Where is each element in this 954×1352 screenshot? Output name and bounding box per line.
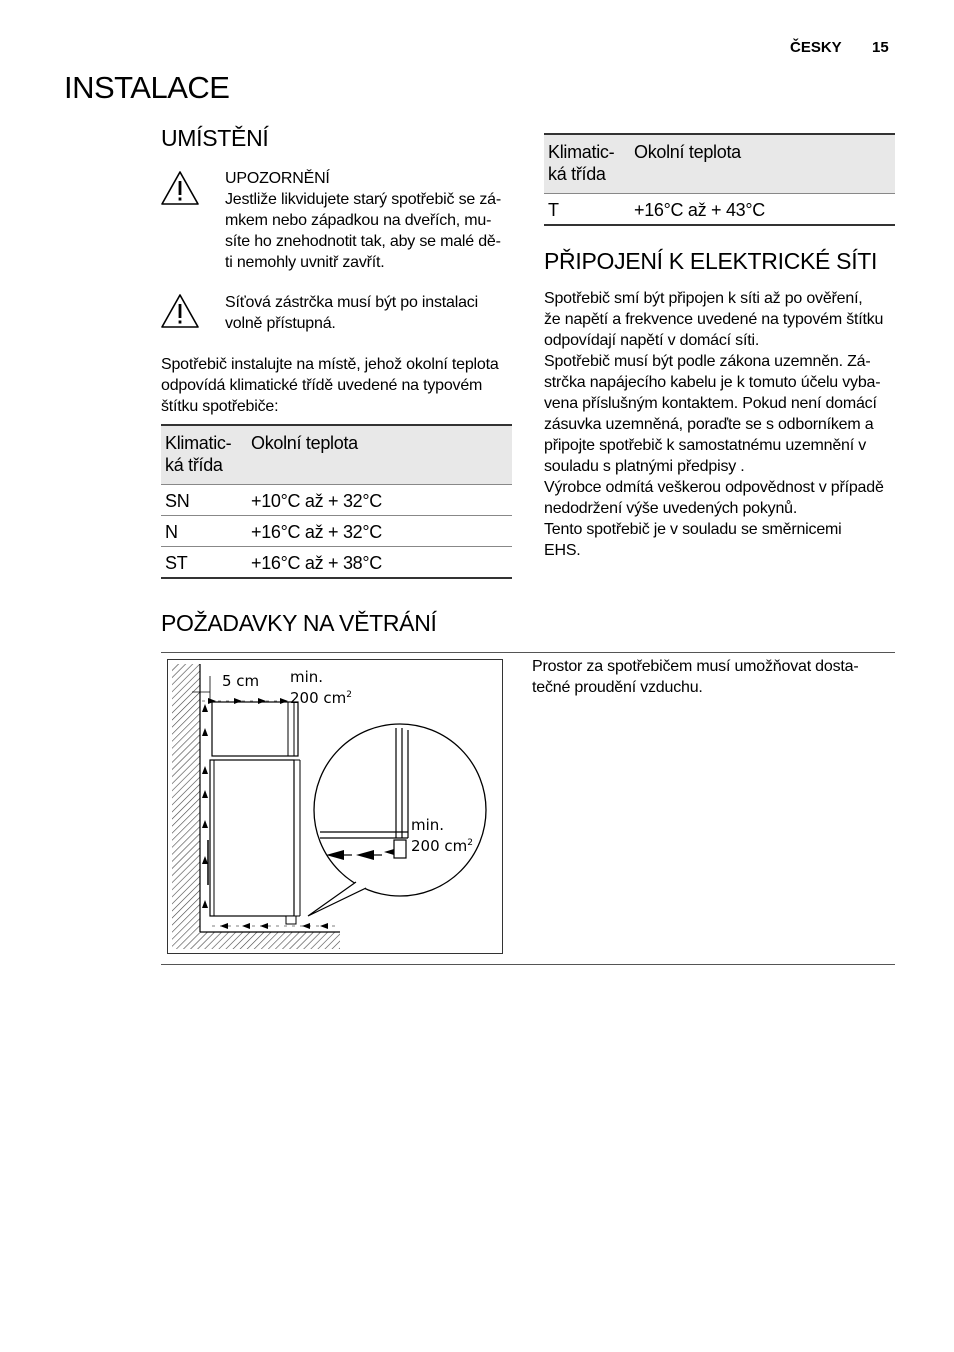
electrical-line: vena příslušným kontaktem. Pokud není domácí <box>544 395 877 412</box>
floor-hatch <box>200 932 340 949</box>
electrical-line: Tento spotřebič je v souladu se směrnicemi <box>544 521 842 538</box>
table-cell: T <box>544 194 630 226</box>
climate-class-table <box>161 424 512 579</box>
area-label: 200 $cm^2$ <box>290 689 352 707</box>
warning-1 <box>225 168 515 273</box>
electrical-line: strčka napájecího kabelu je k tomuto účelu vyba- <box>544 374 881 391</box>
electrical-heading: PŘIPOJENÍ K ELEKTRICKÉ SÍTI <box>544 248 878 274</box>
electrical-line: zásuvka uzemněná, poraďte se s odborníkem a <box>544 416 874 433</box>
gap-label: 5 cm <box>222 672 260 690</box>
table-row <box>544 194 895 226</box>
table-row <box>161 547 512 579</box>
table-cell: ST <box>161 547 247 579</box>
column-header: Okolní teplota <box>630 134 895 194</box>
table-cell: +16°C až + 32°C <box>247 516 512 547</box>
intro-line: Spotřebič instalujte na místě, jehož okolní teplota <box>161 356 499 373</box>
intro-line: štítku spotřebiče: <box>161 398 279 415</box>
electrical-line: EHS. <box>544 542 581 559</box>
detail-area-label: 200 $cm^2$ <box>411 837 473 855</box>
warning-1-line: ti nemohly uvnitř zavřít. <box>225 254 385 271</box>
electrical-line: souladu s platnými předpisy . <box>544 458 745 475</box>
ventilation-diagram <box>168 660 502 953</box>
ventilation-line: tečné proudění vzduchu. <box>532 679 703 696</box>
warning-1-line: síte ho znehodnotit tak, aby se malé dě- <box>225 233 501 250</box>
table-cell: +10°C až + 32°C <box>247 485 512 516</box>
table-cell: SN <box>161 485 247 516</box>
table-cell: N <box>161 516 247 547</box>
column-header: Okolní teplota <box>247 425 512 485</box>
page-number: 15 <box>872 39 889 56</box>
column-header: Klimatic- ká třída <box>544 134 630 194</box>
language-label: ČESKY <box>790 39 842 56</box>
placement-heading: UMÍSTĚNÍ <box>161 125 269 151</box>
page-title: INSTALACE <box>64 70 230 105</box>
column-header: Klimatic- ká třída <box>161 425 247 485</box>
min-label: min. <box>290 668 324 686</box>
electrical-line: Spotřebič musí být podle zákona uzemněn. Zá- <box>544 353 871 370</box>
table-cell: +16°C až + 43°C <box>630 194 895 226</box>
wall-hatch <box>172 664 200 949</box>
ventilation-text <box>532 656 892 698</box>
table-header-row <box>544 134 895 194</box>
table-header-row <box>161 425 512 485</box>
ventilation-figure <box>167 659 503 954</box>
electrical-line: připojte spotřebič k samostatnému uzemnění v <box>544 437 867 454</box>
warning-1-line: mkem nebo západkou na dveřích, mu- <box>225 212 492 229</box>
electrical-line: odpovídají napětí v domácí síti. <box>544 332 760 349</box>
section-rule-bottom <box>161 964 895 965</box>
upper-cabinet <box>212 702 298 756</box>
placement-intro <box>161 354 521 417</box>
section-rule-top <box>161 652 895 653</box>
fridge-body <box>210 760 294 916</box>
warning-icon <box>160 170 200 206</box>
table-cell: +16°C až + 38°C <box>247 547 512 579</box>
warning-2 <box>225 292 515 334</box>
airflow-arrows-vertical <box>202 704 208 908</box>
climate-class-table-t <box>544 133 895 226</box>
detail-min-label: min. <box>411 816 445 834</box>
electrical-line: Spotřebič smí být připojen k síti až po ověření, <box>544 290 863 307</box>
ventilation-line: Prostor za spotřebičem musí umožňovat dosta- <box>532 658 859 675</box>
warning-1-line: Jestliže likvidujete starý spotřebič se zá- <box>225 191 501 208</box>
electrical-line: Výrobce odmítá veškerou odpovědnost v případě <box>544 479 884 496</box>
electrical-text <box>544 288 904 561</box>
warning-1-label: UPOZORNĚNÍ <box>225 170 330 187</box>
electrical-line: že napětí a frekvence uvedené na typovém štítku <box>544 311 884 328</box>
table-row <box>161 516 512 547</box>
electrical-line: nedodržení výše uvedených pokynů. <box>544 500 798 517</box>
ventilation-heading: POŽADAVKY NA VĚTRÁNÍ <box>161 610 437 636</box>
warning-2-line: volně přístupná. <box>225 315 336 332</box>
warning-2-line: Síťová zástrčka musí být po instalaci <box>225 294 478 311</box>
table-row <box>161 485 512 516</box>
intro-line: odpovídá klimatické třídě uvedené na typovém <box>161 377 483 394</box>
warning-icon <box>160 293 200 329</box>
detail-magnifier <box>314 724 486 896</box>
